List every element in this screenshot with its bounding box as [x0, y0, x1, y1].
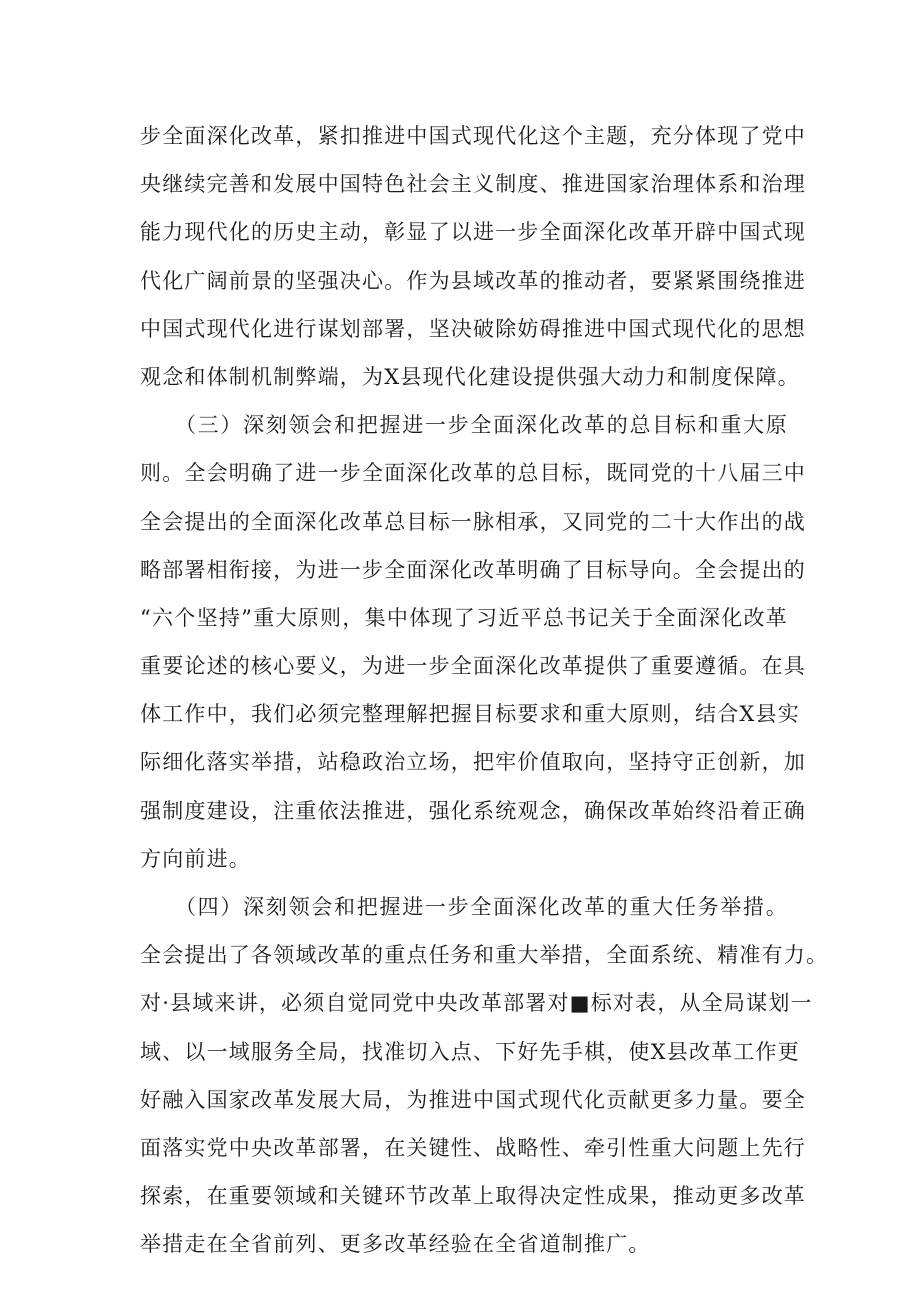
document-body: [140, 112, 829, 1269]
text-line: 域、以一域服务全局，找准切入点、下好先手棋，使X县改革工作更: [140, 1039, 800, 1064]
text-line: 央继续完善和发展中国特色社会主义制度、推进国家治理体系和治理: [140, 172, 806, 197]
text-line: 好融入国家改革发展大局，为推进中国式现代化贡献更多力量。要全: [140, 1087, 806, 1112]
text-line: 面落实党中央改革部署，在关键性、战略性、牵引性重大问题上先行: [140, 1135, 806, 1160]
text-line: 则。全会明确了进一步全面深化改革的总目标，既同党的十八届三中: [140, 461, 806, 486]
text-line: 方向前进。: [140, 846, 251, 871]
text-line: 重要论述的核心要义，为进一步全面深化改革提供了重要遵循。在具: [140, 654, 806, 679]
section-heading-line: （四）深刻领会和把握进一步全面深化改革的重大任务举措。: [140, 895, 788, 919]
text-line: 际细化落实举措，站稳政治立场，把牢价值取向，坚持守正创新，加: [140, 750, 806, 775]
text-line: 代化广阔前景的坚强决心。作为县域改革的推动者，要紧紧围绕推进: [140, 268, 806, 293]
text-line: 步全面深化改革，紧扣推进中国式现代化这个主题，充分体现了党中: [140, 124, 806, 148]
text-line: “六个坚持”重大原则，集中体现了习近平总书记关于全面深化改革: [140, 605, 788, 630]
text-line: 举措走在全省前列、更多改革经验在全省道制推广。: [140, 1232, 651, 1257]
paragraph-2-continued: [140, 112, 806, 401]
text-line: 略部署相衔接，为进一步全面深化改革明确了目标导向。全会提出的: [140, 557, 806, 582]
paragraph-section-3: [140, 401, 806, 883]
section-heading-line: （三）深刻领会和把握进一步全面深化改革的总目标和重大原: [140, 413, 788, 438]
text-line: 观念和体制机制弊端，为X县现代化建设提供强大动力和制度保障。: [140, 364, 800, 389]
text-line: 能力现代化的历史主动，彰显了以进一步全面深化改革开辟中国式现: [140, 220, 806, 245]
text-line: 探索，在重要领域和关键环节改革上取得决定性成果，推动更多改革: [140, 1184, 806, 1209]
text-line: 体工作中，我们必须完整理解把握目标要求和重大原则，结合X县实: [140, 702, 800, 727]
text-line: 强制度建设，注重依法推进，强化系统观念，确保改革始终沿着正确: [140, 798, 806, 823]
text-line: 对·县域来讲，必须自觉同党中央改革部署对■标对表，从全局谋划一: [140, 991, 813, 1016]
text-line: 中国式现代化进行谋划部署，坚决破除妨碍推进中国式现代化的思想: [140, 316, 806, 341]
paragraph-section-4: [140, 883, 829, 1269]
text-line: 全会提出的全面深化改革总目标一脉相承，又同党的二十大作出的战: [140, 509, 806, 534]
text-line: 全会提出了各领域改革的重点任务和重大举措，全面系统、精准有力。: [140, 943, 829, 968]
